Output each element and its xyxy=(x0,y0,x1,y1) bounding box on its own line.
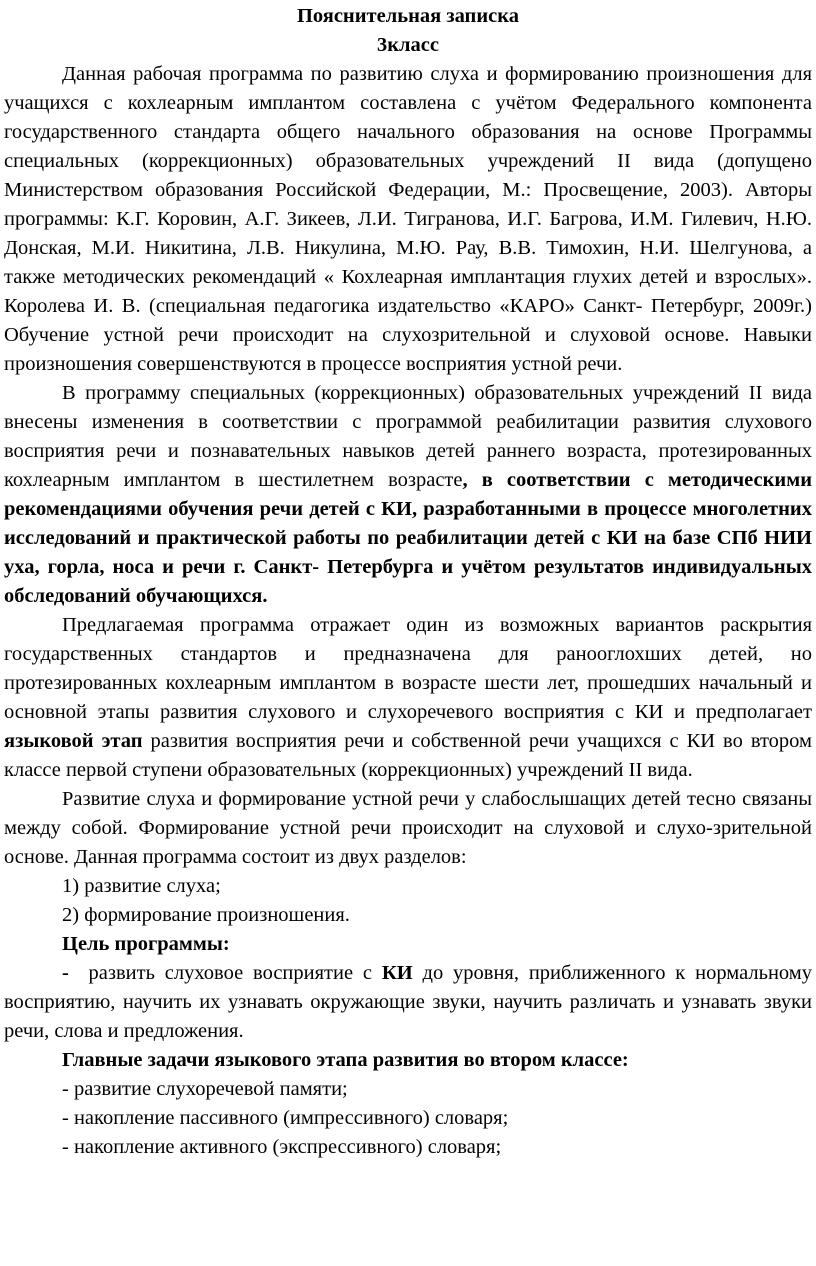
goal-heading: Цель программы: xyxy=(62,933,230,955)
section-item: 1) развитие слуха; xyxy=(62,875,221,897)
goal-paragraph xyxy=(4,959,812,1046)
paragraph-sections: Развитие слуха и формирование устной речи у слабослышащих детей тесно связаны между собой. Формирование устной речи происходит на слуховой и слухо-зрительной основе. Данная программа состоит из двух разделов: xyxy=(4,788,812,868)
goal-dash: - xyxy=(62,962,69,984)
paragraph-program-text-end: развития восприятия речи и собственной речи учащихся с КИ во втором классе первой ступени образовательных (коррекционных) учреждений II вида. xyxy=(4,730,813,781)
language-stage-bold: языковой этап xyxy=(4,730,143,752)
tasks-heading: Главные задачи языкового этапа развития во втором классе: xyxy=(62,1049,629,1071)
document-title: Пояснительная записка xyxy=(296,5,520,27)
task-item: - развитие слухоречевой памяти; xyxy=(62,1078,348,1100)
task-item: - накопление пассивного (импрессивного) словаря; xyxy=(62,1107,509,1129)
goal-text-end: до уровня, приближенного к нормальному восприятию, научить их узнавать окружающие звуки, научить различать и узнавать звуки речи, слова и предложения. xyxy=(4,962,812,1042)
ki-bold: КИ xyxy=(381,962,413,984)
paragraph-program-text: Предлагаемая программа отражает один из возможных вариантов раскрытия государственных стандартов и предназначена для ранооглохших детей, но протезированных кохлеарным имплантом в возрасте шести лет, прошедших начальный и основной этапы развития слухового и слухоречевого восприятия с КИ и предполагает xyxy=(4,614,812,723)
task-item: - накопление активного (экспрессивного) словаря; xyxy=(62,1136,502,1158)
paragraph-changes-bold: , в соответствии с методическими рекомендациями обучения речи детей с КИ, разработанными в процессе многолетних исследований и практической работы по реабилитации детей с КИ на базе СПб НИИ уха, горла, носа и речи г. Санкт- Петербурга и учётом результатов индивидуальных обследований обучающихся. xyxy=(4,469,812,607)
paragraph-changes xyxy=(4,379,812,611)
paragraph-intro: Данная рабочая программа по развитию слуха и формированию произношения для учащихся с кохлеарным имплантом составлена с учётом Федерального компонента государственного стандарта общего начального образования на основе Программы специальных (коррекционных) образовательных учреждений II вида (допущено Министерством образования Российской Федерации, М.: Просвещение, 2003). Авторы программы: К.Г. Коровин, А.Г. Зикеев, Л.И. Тигранова, И.Г. Багрова, И.М. Гилевич, Н.Ю. Донская, М.И. Никитина, Л.В. Никулина, М.Ю. Рау, В.В. Тимохин, Н.И. Шелгунова, а также методических рекомендаций « Кохлеарная имплантация глухих детей и взрослых». Королева И. В. (специальная педагогика издательство «КАРО» Санкт- Петербург, 2009г.) Обучение устной речи происходит на слухозрительной и слуховой основе. Навыки произношения совершенствуются в процессе восприятия устной речи. xyxy=(4,63,812,375)
section-item: 2) формирование произношения. xyxy=(62,904,350,926)
paragraph-program xyxy=(4,611,812,785)
paragraph-changes-text: В программу специальных (коррекционных) образовательных учреждений II вида внесены изменения в соответствии с программой реабилитации развития слухового восприятия речи и познавательных навыков детей раннего возраста, протезированных кохлеарным имплантом в шестилетнем возрасте xyxy=(4,382,812,491)
goal-text: развить слуховое восприятие с xyxy=(88,962,382,984)
document-subtitle: 3класс xyxy=(376,34,439,56)
